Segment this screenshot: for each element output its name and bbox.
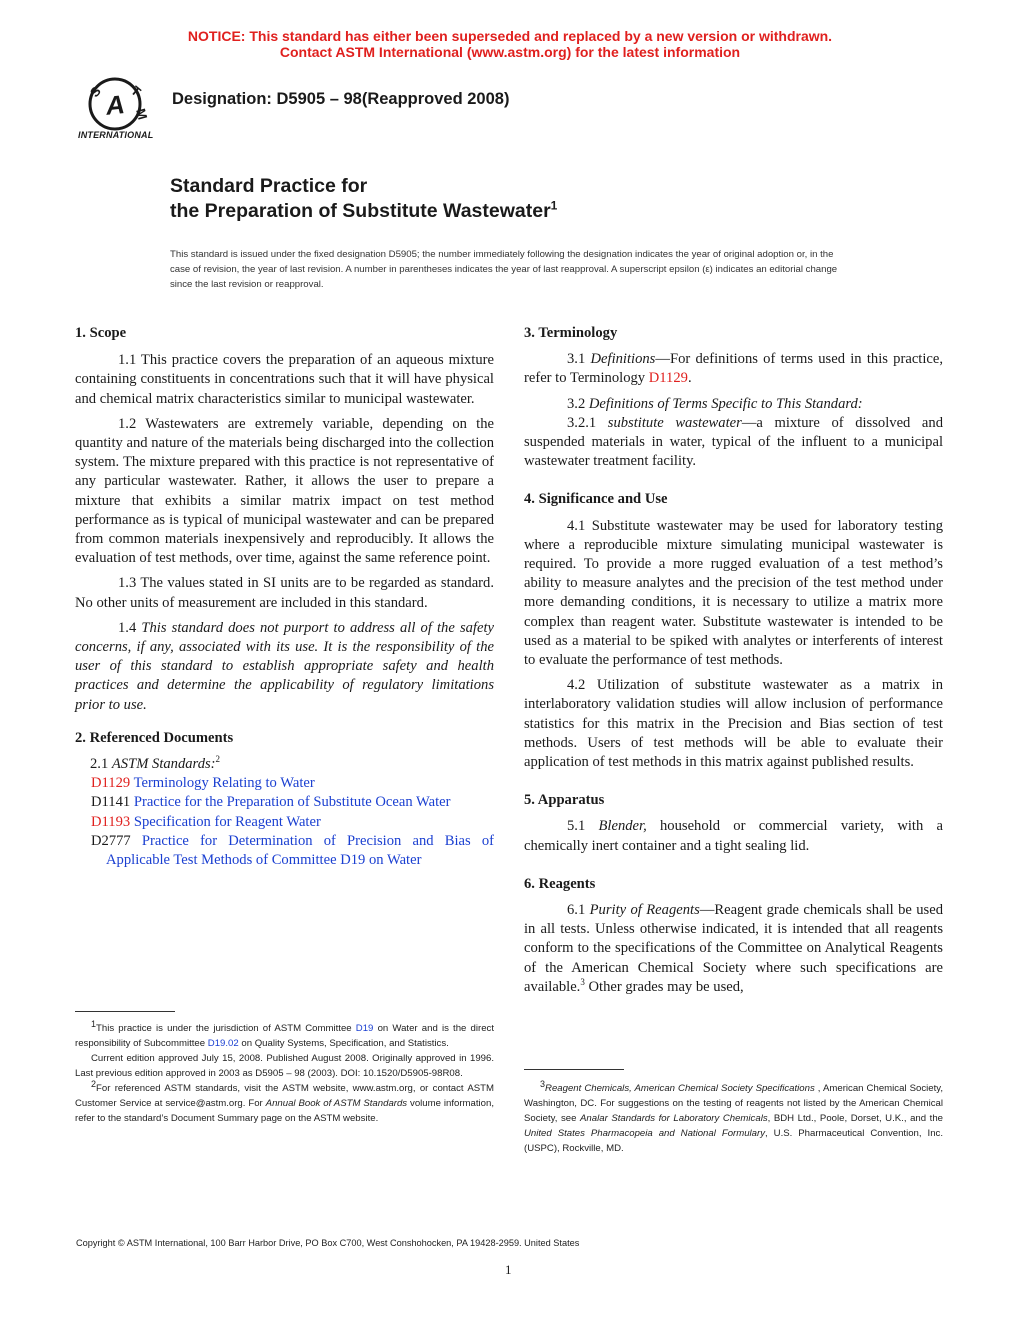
notice-line-1: NOTICE: This standard has either been superseded and replaced by a new version or withdrawn. [187, 28, 833, 44]
paragraph-6-1: 6.1 Purity of Reagents—Reagent grade chemicals shall be used in all tests. Unless otherwise indicated, it is intended that all reagents conform to the specifications of the Committee on Analytical Reagents of the American Chemical Society where such specifications are available.$^3$ Other grades may be used, [524, 902, 943, 995]
title-footnote-ref[interactable]: 1 [550, 198, 558, 213]
paragraph-1-1: 1.1 This practice covers the preparation of an aqueous mixture containing constituents in concentrations such that it will have physical and chemical matrix characteristics similar to municipal wastewater. [75, 352, 494, 407]
link-d1129[interactable]: D1129 [648, 370, 688, 387]
section-3-heading: 3. Terminology [524, 325, 618, 341]
svg-text:S: S [86, 83, 104, 100]
section-4-heading: 4. Significance and Use [524, 491, 668, 508]
right-column [524, 324, 943, 997]
link-d19[interactable]: D19 [355, 1023, 374, 1034]
paragraph-1-4: 1.4 This standard does not purport to address all of the safety concerns, if any, associated with its use. It is the responsibility of the user of this standard to establish appropriate safety and health practices and determine the applicability of regulatory limitations prior to use. [75, 619, 494, 713]
paragraph-1-2: 1.2 Wastewaters are extremely variable, depending on the quantity and nature of the materials being discharged into the collection system. The mixture prepared with this practice is not representative of any particular wastewater. Rather, it allows the user to prepare a mixture that exhibits a similar matrix impact on test method performance as is typical of municipal wastewater and can be prepared from common materials inexpensively and reproducibly. It allows the evaluation of test methods, over time, against the same reference point. [75, 415, 494, 567]
paragraph-3-2-1: 3.2.1 substitute wastewater—a mixture of dissolved and suspended materials in water, typical of the influent to a municipal wastewater treatment facility. [524, 414, 944, 470]
page-number: 1 [505, 1262, 512, 1277]
copyright: Copyright © ASTM International, 100 Barr Harbor Drive, PO Box C700, West Conshohocken, PA 19428-2959. United States [76, 1238, 580, 1248]
ref-d2777[interactable]: D2777 Practice for Determination of Precision and Bias of Applicable Test Methods of Committee D19 on Water [91, 832, 494, 869]
standard-note: This standard is issued under the fixed designation D5905; the number immediately following the designation indicates the year of original adoption or, in the case of revision, the year of last revision. A number in parentheses indicates the year of last reapproval. A superscript epsilon (ε) indicates an editorial change since the last revision or reapproval. [170, 249, 838, 290]
paragraph-5-1: 5.1 Blender, household or commercial variety, with a chemically inert container and a tight sealing lid. [524, 818, 944, 854]
footnote-divider-left [75, 1011, 175, 1012]
title-line-1: Standard Practice for [170, 175, 368, 197]
section-5-heading: 5. Apparatus [524, 792, 605, 809]
section-1-heading: 1. Scope [75, 325, 127, 341]
designation: Designation: D5905 – 98(Reapproved 2008) [172, 90, 510, 108]
ref-d1129[interactable]: D1129 Terminology Relating to Water [91, 775, 315, 792]
section-6-heading: 6. Reagents [524, 875, 596, 892]
section-2-heading: 2. Referenced Documents [75, 729, 234, 746]
paragraph-2-1: 2.1 ASTM Standards:$^2$ [90, 754, 221, 773]
paragraph-1-3: 1.3 The values stated in SI units are to be regarded as standard. No other units of measurement are included in this standard. [75, 575, 494, 611]
svg-text:A: A [104, 89, 127, 121]
footnote-2: $^2$For referenced ASTM standards, visit the ASTM website, www.astm.org, or contact ASTM Customer Service at service@astm.org. For Annual Book of ASTM Standards volume information, refer to the standard’s Document Summary page on the ASTM website. [75, 1078, 494, 1124]
astm-logo-mark-icon [74, 76, 164, 134]
footnote-3: $^3$Reagent Chemicals, American Chemical Society Specifications , American Chemical Society, Washington, DC. For suggestions on the testing of reagents not listed by the American Chemical Society, see Analar Standards for Laboratory Chemicals, BDH Ltd., Poole, Dorset, U.K., and the United States Pharmacopeia and National Formulary, U.S. Pharmaceutical Convention, Inc. (USPC), Rockville, MD. [524, 1078, 943, 1154]
svg-text:M: M [133, 106, 151, 122]
footnote-1: $^1$This practice is under the jurisdiction of ASTM Committee D19 on Water and is the direct responsibility of Subcommittee D19.02 on Quality Systems, Specification, and Statistics. [75, 1018, 494, 1049]
paragraph-3-2: 3.2 Definitions of Terms Specific to This Standard: [567, 395, 863, 412]
notice-line-2: Contact ASTM International (www.astm.org) for the latest information [279, 44, 741, 60]
paragraph-3-1: 3.1 Definitions—For definitions of terms used in this practice, refer to Terminology D1129. [524, 351, 944, 387]
footnote-1-edition: Current edition approved July 15, 2008. Published August 2008. Originally approved in 1996. Last previous edition approved in 2003 as D5905 – 98 (2003). DOI: 10.1520/D5905-98R08. [75, 1053, 494, 1079]
title-line-2: the Preparation of Substitute Wastewater$^1$ [170, 198, 558, 222]
logo-international-text: INTERNATIONAL [78, 130, 154, 140]
ref-d1141[interactable]: D1141 Practice for the Preparation of Substitute Ocean Water [91, 794, 451, 811]
left-column [75, 324, 494, 870]
link-d19-02[interactable]: D19.02 [207, 1038, 239, 1049]
paragraph-4-2: 4.2 Utilization of substitute wastewater as a matrix in interlaboratory validation studies will allow inclusion of performance statistics for this matrix in the Precision and Bias section of test methods. Users of test methods will be able to evaluate their application of test methods in this matrix against published results. [524, 677, 943, 771]
paragraph-4-1: 4.1 Substitute wastewater may be used for laboratory testing where a reproducible mixture simulating municipal wastewater is required. To provide a more rugged evaluation of a test method’s ability to measure analytes and the precision of the test method under more demanding conditions, it is necessary to utilize a matrix more complex than reagent water. Substitute wastewater is intended to be used as a material to be spiked with analytes or interferents of interest to evaluate the performance of test methods. [524, 517, 943, 669]
footnotes-left [75, 1018, 494, 1126]
footnote-divider-right [524, 1069, 624, 1070]
ref-d1193[interactable]: D1193 Specification for Reagent Water [91, 813, 321, 830]
svg-text:T: T [128, 82, 144, 100]
footnotes-right [524, 1078, 943, 1156]
